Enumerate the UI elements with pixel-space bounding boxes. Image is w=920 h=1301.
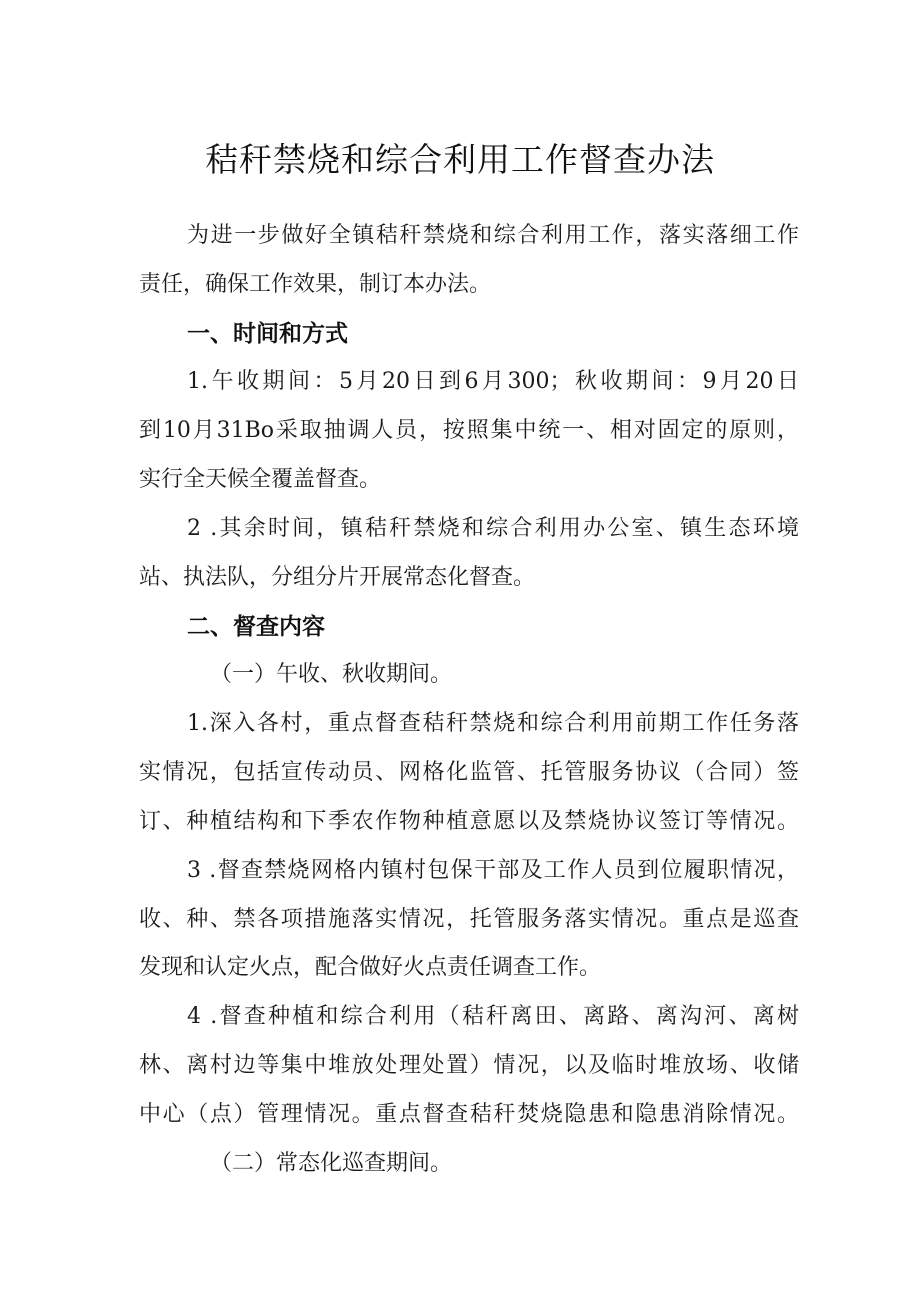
section1-item1-line-2: 到10月31Bo采取抽调人员，按照集中统一、相对固定的原则， xyxy=(139,418,799,443)
section2-item3-line-3: 发现和认定火点，配合做好火点责任调查工作。 xyxy=(139,955,602,980)
section2-item4-line-3: 中心（点）管理情况。重点督查秸秆焚烧隐患和隐患消除情况。 xyxy=(139,1102,799,1127)
section2-item1-line-1: 1.深入各村，重点督查秸秆禁烧和综合利用前期工作任务落 xyxy=(187,711,799,736)
document-title: 秸秆禁烧和综合利用工作督查办法 xyxy=(205,140,715,179)
section-heading-inspection-content: 二、督查内容 xyxy=(187,614,325,640)
section2-item3-line-2: 收、种、禁各项措施落实情况，托管服务落实情况。重点是巡查 xyxy=(139,907,799,932)
subsection-harvest-period: （一）午收、秋收期间。 xyxy=(210,662,453,687)
section2-item1-line-3: 订、种植结构和下季农作物种植意愿以及禁烧协议签订等情况。 xyxy=(139,809,799,834)
section2-item4-line-2: 林、离村边等集中堆放处理处置）情况，以及临时堆放场、收储 xyxy=(139,1053,799,1078)
intro-line-1: 为进一步做好全镇秸秆禁烧和综合利用工作，落实落细工作 xyxy=(187,223,799,248)
section1-item2-line-1: 2 .其余时间，镇秸秆禁烧和综合利用办公室、镇生态环境 xyxy=(187,516,799,541)
intro-line-2: 责任，确保工作效果，制订本办法。 xyxy=(139,272,492,297)
section2-item1-line-2: 实情况，包括宣传动员、网格化监管、托管服务协议（合同）签 xyxy=(139,760,799,785)
section-heading-time-and-method: 一、时间和方式 xyxy=(187,321,348,347)
section1-item1-line-1: 1.午收期间：5月20日到6月300；秋收期间：9月20日 xyxy=(187,369,799,394)
subsection-routine-patrol-period: （二）常态化巡查期间。 xyxy=(210,1151,453,1176)
section1-item1-line-3: 实行全天候全覆盖督查。 xyxy=(139,467,382,492)
section2-item4-line-1: 4 .督查种植和综合利用（秸秆离田、离路、离沟河、离树 xyxy=(187,1004,799,1029)
section2-item3-line-1: 3 .督查禁烧网格内镇村包保干部及工作人员到位履职情况， xyxy=(187,858,799,883)
section1-item2-line-2: 站、执法队，分组分片开展常态化督查。 xyxy=(139,565,536,590)
